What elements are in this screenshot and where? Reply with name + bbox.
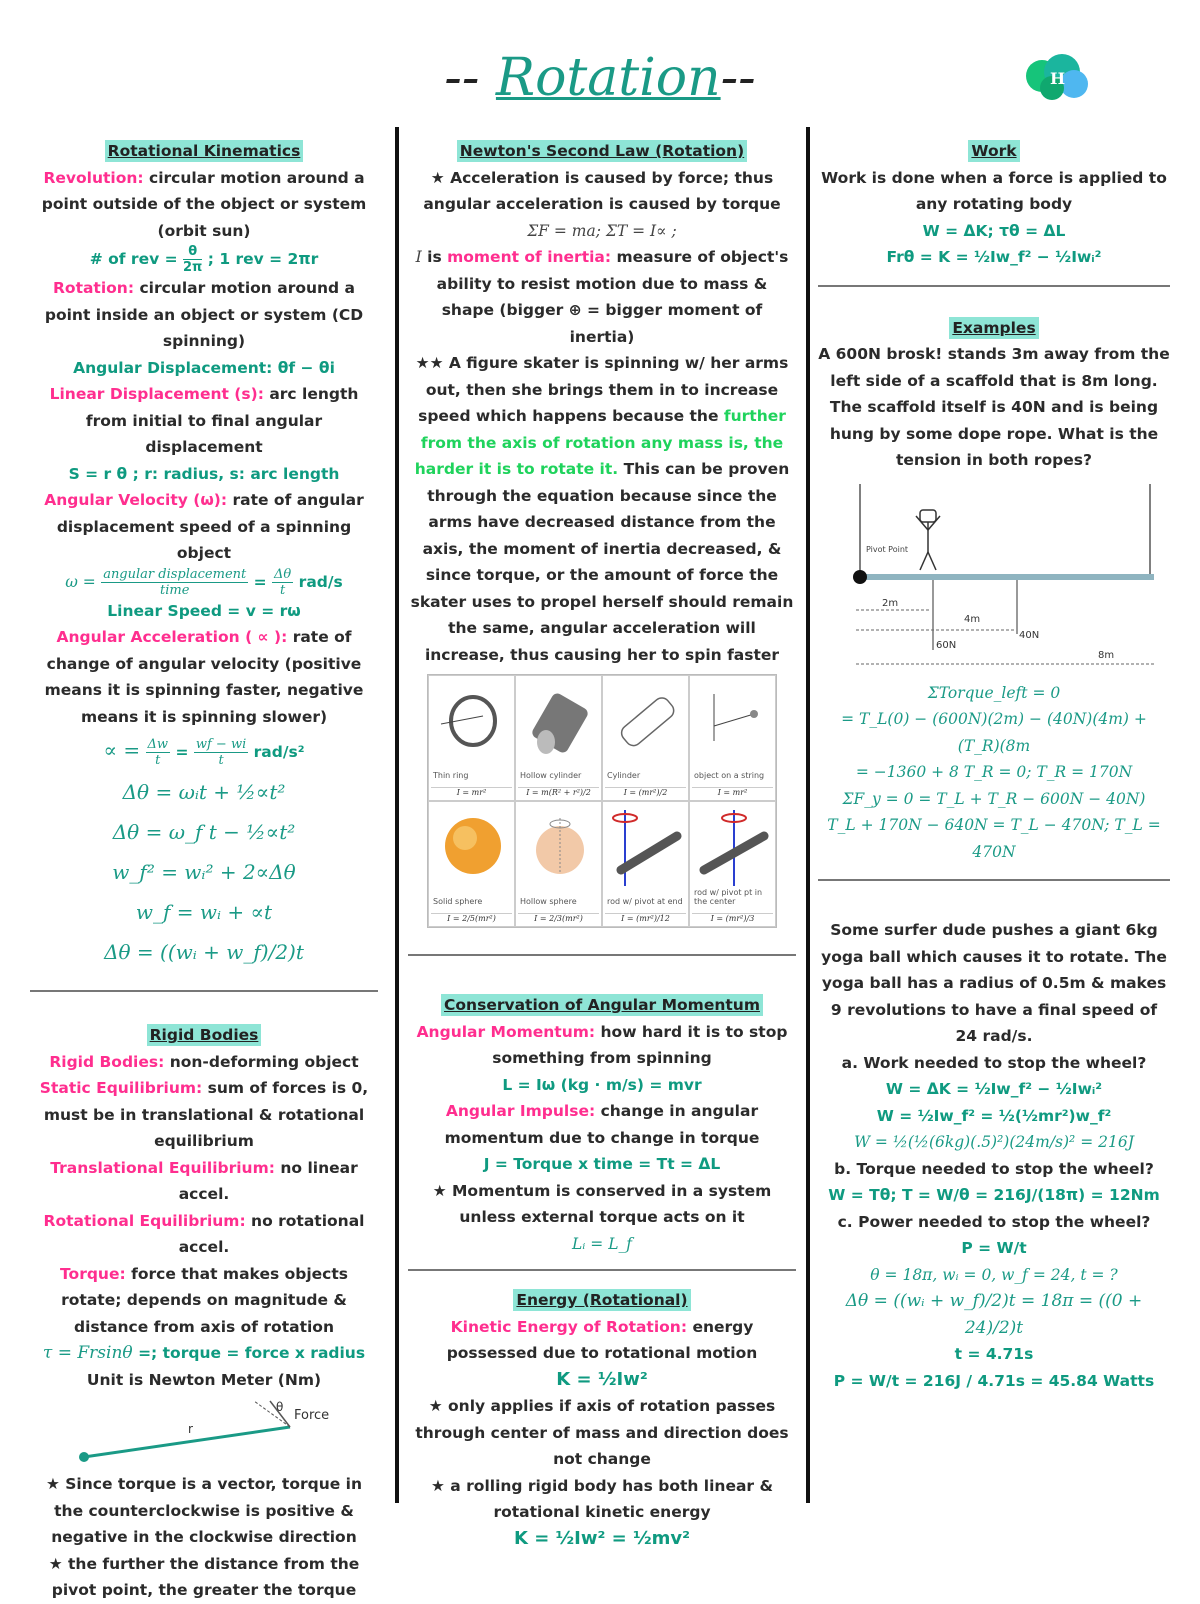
solid-sphere-icon [433,808,513,888]
shape-thin-ring: Thin ring I = mr² [428,675,515,801]
shape-cylinder: Cylinder I = (mr²)/2 [602,675,689,801]
thin-ring-icon [433,686,513,756]
linear-speed-equation: Linear Speed = v = rω [107,601,301,620]
answer-b: W = Tθ; T = W/θ = 216J/(18π) = 12Nm [828,1186,1160,1204]
work-energy-equation: Frθ = K = ½Iw_f² − ½Iwᵢ² [886,248,1102,266]
heading-newtons-second-law: Newton's Second Law (Rotation) [457,140,747,162]
conservation-note: ★ Momentum is conserved in a system unless external torque acts on it [432,1181,772,1226]
newton-equation: ΣF = ma; ΣT = I∝ ; [527,221,677,240]
linear-displacement-def: Linear Displacement (s): arc length from initial to final angular displacement [49,385,359,456]
answer-a-3: W = ½(½(6kg)(.5)²)(24m/s)² = 216J [854,1133,1134,1151]
rotation-def: Rotation: circular motion around a point inside an object or system (CD spinning) [44,279,364,350]
page-title: -- Rotation-- [444,48,756,108]
force-label: Force [294,1408,330,1423]
kinematic-equation-2: Δθ = ω_f t − ½∝t² [112,820,296,844]
solution-step-4: ΣF_y = 0 = T_L + T_R − 600N − 40N) [842,789,1146,808]
kinematic-equation-1: Δθ = ωᵢt + ½∝t² [122,780,286,804]
theta-label: θ [276,1400,284,1414]
dim-4m-label: 4m [964,613,981,625]
time-equation: Δθ = ((wᵢ + w_f)/2)t = 18π = ((0 + 24)/2)t [845,1291,1143,1338]
shape-rod-pivot-center: rod w/ pivot pt in the center I = (mr²)/3 [689,801,776,927]
scaffold-diagram [824,480,1164,680]
force-guide [254,1401,290,1427]
kinematic-equation-5: Δθ = ((wᵢ + w_f)/2)t [104,940,304,964]
rigid-bodies-def: Rigid Bodies: non-deforming object [49,1052,359,1071]
column-divider [806,127,810,1503]
translational-equilibrium-def: Translational Equilibrium: no linear accel. [50,1158,358,1203]
revolution-def: Revolution: circular motion around a point outside of the object or system (orbit sun) [41,168,367,240]
angular-impulse-equation: J = Torque x time = Tt = ΔL [483,1155,721,1173]
heading-conservation-angular-momentum: Conservation of Angular Momentum [441,994,763,1016]
rod-pivot-center-icon [694,806,774,886]
angular-impulse-def: Angular Impulse: change in angular momentum due to change in torque [444,1102,760,1147]
torque-note-1: ★ Since torque is a vector, torque in the counterclockwise is positive & negative in the clockwise direction [45,1475,363,1546]
pivot-point [853,570,867,584]
given-values: θ = 18π, wᵢ = 0, w_f = 24, t = ? [870,1265,1118,1284]
object-on-string-icon [694,686,774,756]
section-divider [408,1269,796,1271]
column-right [818,138,1170,1394]
power-formula: P = W/t [961,1239,1027,1257]
logo-icon [1022,50,1092,106]
static-equilibrium-def: Static Equilibrium: sum of forces is 0, must be in translational & rotational equilibrium [39,1079,369,1150]
example-1-problem: A 600N brosk! stands 3m away from the left side of a scaffold that is 8m long. The scaffold itself is 40N and is being hung by some dope rope. What is the tension in both ropes? [818,345,1170,469]
question-a: a. Work needed to stop the wheel? [841,1053,1147,1072]
shape-rod-pivot-end: rod w/ pivot at end I = (mr²)/12 [602,801,689,927]
figure-skater-note: ★★ A figure skater is spinning w/ her arms out, then she brings them in to increase speed which happens because the further from the axis of rotation any mass is, the harder it is to rotate it. This can be proven through the equation because since the arms have decreased distance from the axis, the moment of inertia decreased, & since torque, or the amount of force the skater uses to propel herself should remain the same, angular acceleration will increase, thus causing her to spin faster [410,354,794,664]
column-divider [395,127,399,1503]
kinematic-equation-4: w_f = wᵢ + ∝t [135,900,273,924]
heading-rigid-bodies: Rigid Bodies [147,1024,262,1046]
solution-step-2: = T_L(0) − (600N)(2m) − (40N)(4m) + (T_R)(8m [841,710,1147,755]
hollow-sphere-icon [520,808,600,888]
moment-of-inertia-def: I is moment of inertia: measure of object's ability to resist motion due to mass & shape (bigger ⊕ = bigger moment of inertia) [415,248,789,346]
question-c: c. Power needed to stop the wheel? [837,1212,1151,1231]
rolling-energy-equation: K = ½Iw² = ½mv² [513,1527,691,1549]
power-result: P = W/t = 216J / 4.71s = 45.84 Watts [833,1371,1155,1390]
person-figure [916,510,940,570]
heading-rotational-kinematics: Rotational Kinematics [105,140,304,162]
torque-unit: Unit is Newton Meter (Nm) [86,1370,322,1389]
section-divider [818,285,1170,287]
solution-step-3: = −1360 + 8 T_R = 0; T_R = 170N [855,763,1133,781]
shape-solid-sphere: Solid sphere I = 2/5(mr²) [428,801,515,927]
shape-hollow-sphere: Hollow sphere I = 2/3(mr²) [515,801,602,927]
angular-velocity-def: Angular Velocity (ω): rate of angular displacement speed of a spinning object [44,491,364,562]
work-equation: W = ΔK; τθ = ΔL [922,221,1066,240]
heading-examples: Examples [949,317,1038,339]
work-def: Work is done when a force is applied to any rotating body [821,168,1167,213]
radius-label: r [188,1422,193,1436]
example-2-problem: Some surfer dude pushes a giant 6kg yoga ball which causes it to rotate. The yoga ball has a radius of 0.5m & makes 9 revolutions to have a final speed of 24 rad/s. [821,921,1167,1045]
column-middle [408,138,796,1552]
heading-energy-rotational: Energy (Rotational) [513,1289,690,1311]
rotational-equilibrium-def: Rotational Equilibrium: no rotational accel. [43,1211,365,1256]
angular-acceleration-equation: ∝ = $\frac{\Delta w}{t}$ = $\frac{wf - wi}{t}$ rad/s² [103,737,305,768]
force-600n-label: 60N [936,639,957,651]
section-divider [30,990,378,992]
angular-momentum-equation: L = Iω (kg · m/s) = mvr [502,1075,702,1094]
shape-object-on-string: object on a string I = mr² [689,675,776,801]
section-divider [408,954,796,956]
solution-step-5: T_L + 170N − 640N = T_L − 470N; T_L = 470N [827,816,1161,861]
lever-arm [84,1427,290,1457]
question-b: b. Torque needed to stop the wheel? [834,1159,1154,1178]
dim-8m-label: 8m [1098,649,1115,661]
newton-note: ★ Acceleration is caused by force; thus angular acceleration is caused by torque [423,168,781,213]
pivot-label: Pivot Point [866,544,909,554]
heading-work: Work [968,140,1019,162]
torque-diagram [54,1397,354,1469]
section-divider [818,879,1170,881]
arc-length-equation: S = r θ ; r: radius, s: arc length [68,464,340,483]
solution-step-1: ΣTorque_left = 0 [927,683,1061,702]
torque-equation: τ = Frsinθ =; torque = force x radius [42,1343,366,1363]
moment-of-inertia-table [427,674,777,928]
kinetic-energy-def: Kinetic Energy of Rotation: energy possessed due to rotational motion [446,1317,758,1362]
hollow-cylinder-icon [520,686,600,756]
angular-acceleration-def: Angular Acceleration ( ∝ ): rate of change of angular velocity (positive means it is spinning faster, negative means it is spinning slower) [44,628,364,726]
angular-velocity-equation: ω = $\frac{\text{angular displacement}}{\text{time}}$ = $\frac{\Delta\theta}{t}$ rad/s [65,566,343,598]
scaffold-beam [860,574,1154,580]
kinetic-energy-equation: K = ½Iw² [556,1368,648,1390]
energy-note-2: ★ a rolling rigid body has both linear & rotational kinetic energy [431,1476,773,1521]
angular-momentum-def: Angular Momentum: how hard it is to stop something from spinning [416,1022,788,1067]
svg-text:H: H [1050,69,1066,88]
cylinder-icon [607,686,687,756]
answer-a-2: W = ½Iw_f² = ½(½mr²)w_f² [876,1106,1112,1125]
number-of-revolutions: # of rev = $\frac{\theta}{2\pi}$ ; 1 rev = 2πr [89,244,319,275]
dim-2m-label: 2m [882,597,899,609]
time-result: t = 4.71s [954,1345,1034,1363]
rod-pivot-end-icon [607,806,687,886]
answer-a-1: W = ΔK = ½Iw_f² − ½Iwᵢ² [885,1080,1103,1098]
angular-displacement: Angular Displacement: θf − θi [73,358,335,377]
force-40n-label: 40N [1019,629,1040,641]
kinematic-equation-3: w_f² = wᵢ² + 2∝Δθ [112,860,296,884]
column-left [30,138,378,1604]
energy-note-1: ★ only applies if axis of rotation passes through center of mass and direction does not change [415,1397,789,1468]
torque-def: Torque: force that makes objects rotate; depends on magnitude & distance from axis of rotation [60,1264,348,1336]
pivot-point [79,1452,89,1462]
torque-note-2: ★ the further the distance from the pivot point, the greater the torque [48,1554,360,1599]
momentum-conservation-equation: Lᵢ = L_f [571,1234,633,1253]
shape-hollow-cylinder: Hollow cylinder I = m(R² + r²)/2 [515,675,602,801]
